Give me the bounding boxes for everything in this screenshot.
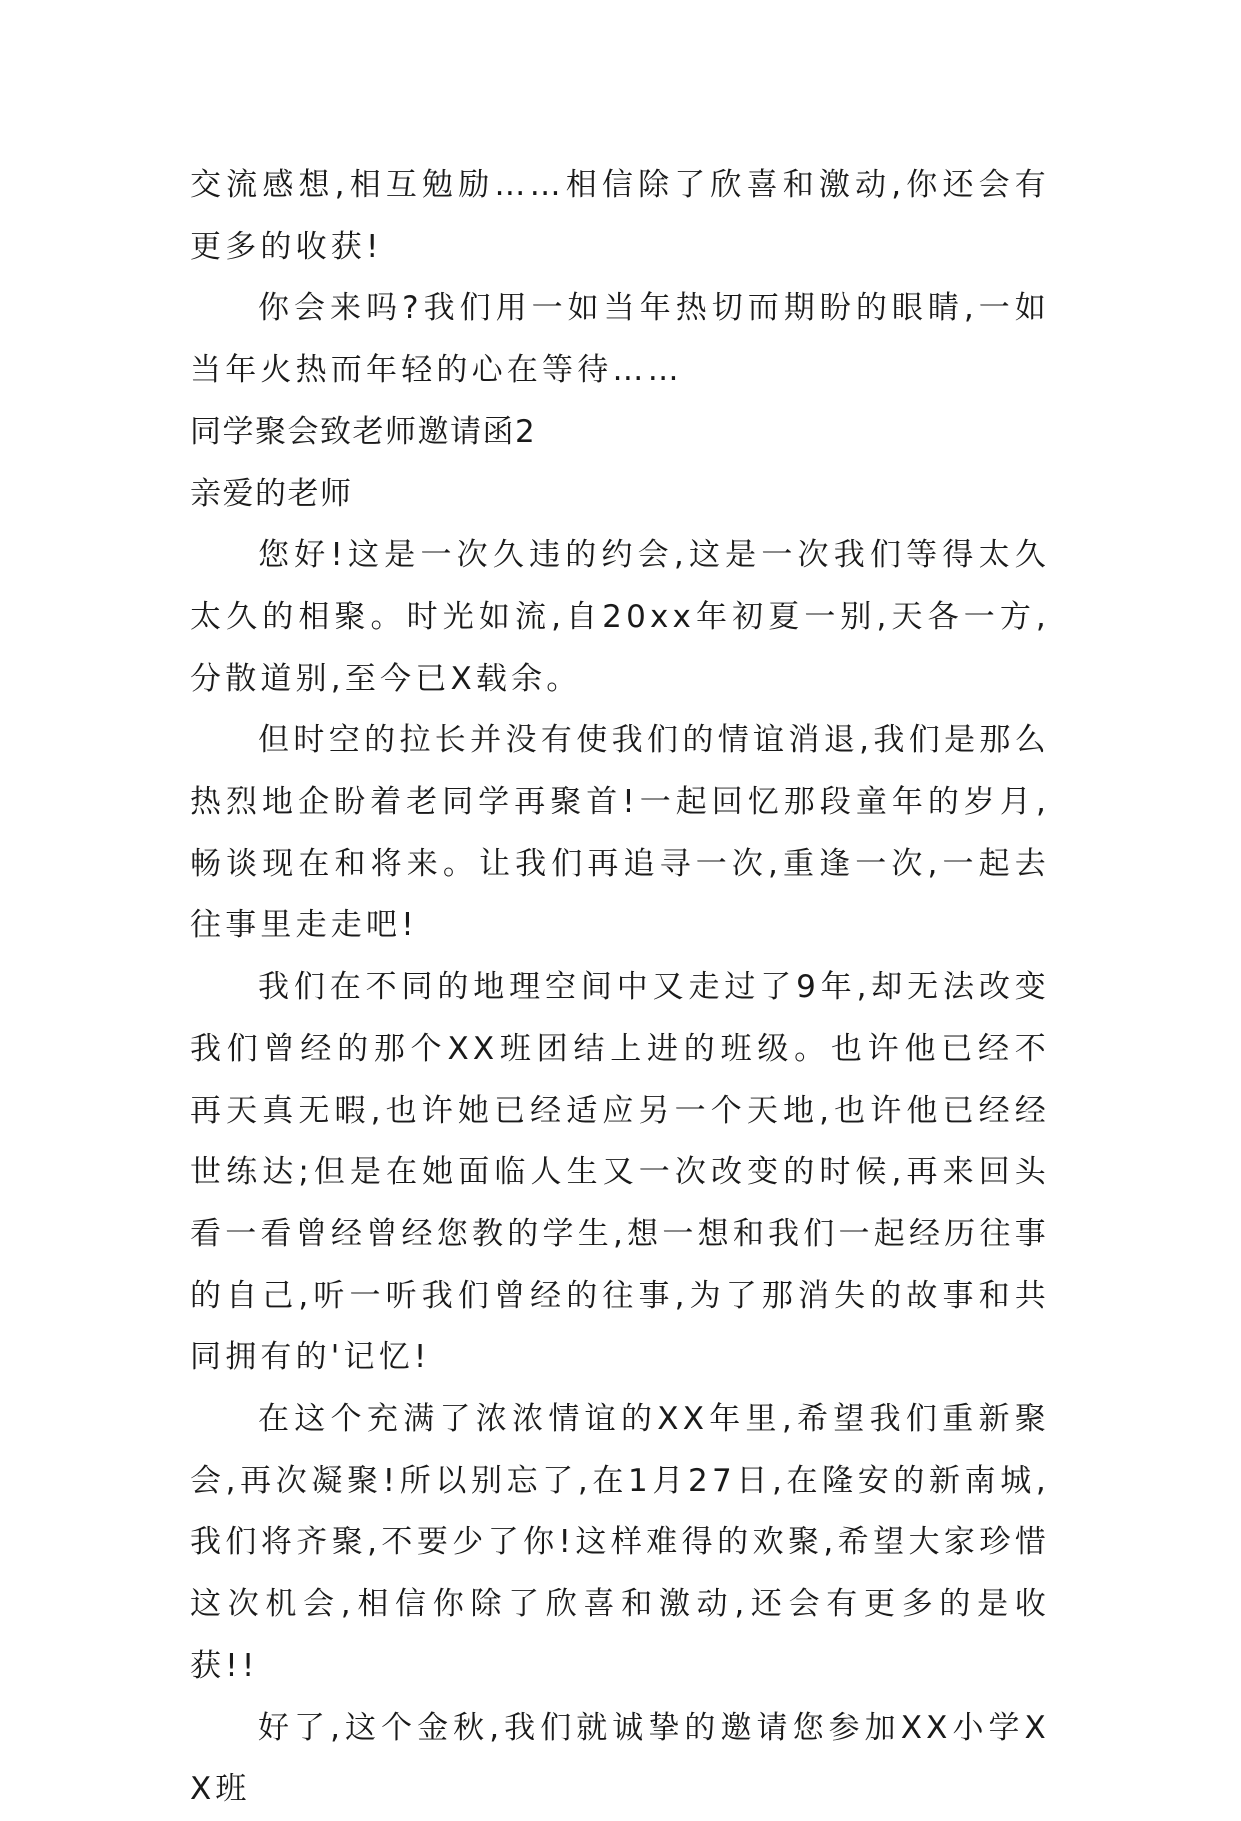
- body-paragraph-invitation-details: 在这个充满了浓浓情谊的XX年里,希望我们重新聚会,再次凝聚!所以别忘了,在1月27日,在隆安的新南城,我们将齐聚,不要少了你!这样难得的欢聚,希望大家珍惜这次机会,相信你除了欣喜和激动,还会有更多的是收获!!: [190, 1401, 1050, 1684]
- document-body: [190, 155, 1050, 1821]
- salutation: 亲爱的老师: [190, 475, 353, 512]
- paragraph-continued: 交流感想,相互勉励……相信除了欣喜和激动,你还会有更多的收获!: [190, 167, 1050, 265]
- body-paragraph-friendship: 但时空的拉长并没有使我们的情谊消退,我们是那么热烈地企盼着老同学再聚首!一起回忆那段童年的岁月,畅谈现在和将来。让我们再追寻一次,重逢一次,一起去往事里走走吧!: [190, 722, 1050, 944]
- body-paragraph-greeting: 您好!这是一次久违的约会,这是一次我们等得太久太久的相聚。时光如流,自20xx年初夏一别,天各一方,分散道别,至今已X载余。: [190, 537, 1050, 697]
- paragraph-closing-question: 你会来吗?我们用一如当年热切而期盼的眼睛,一如当年火热而年轻的心在等待……: [190, 290, 1050, 389]
- section-title: 同学聚会致老师邀请函2: [190, 413, 537, 450]
- body-paragraph-memories: 我们在不同的地理空间中又走过了9年,却无法改变我们曾经的那个XX班团结上进的班级。也许他已经不再天真无暇,也许她已经适应另一个天地,也许他已经经世练达;但是在她面临人生又一次改变的时候,再来回头看一看曾经曾经您教的学生,想一想和我们一起经历往事的自己,听一听我们曾经的往事,为了那消失的故事和共同拥有的'记忆!: [190, 969, 1050, 1376]
- body-paragraph-final: 好了,这个金秋,我们就诚挚的邀请您参加XX小学XX班: [190, 1709, 1050, 1808]
